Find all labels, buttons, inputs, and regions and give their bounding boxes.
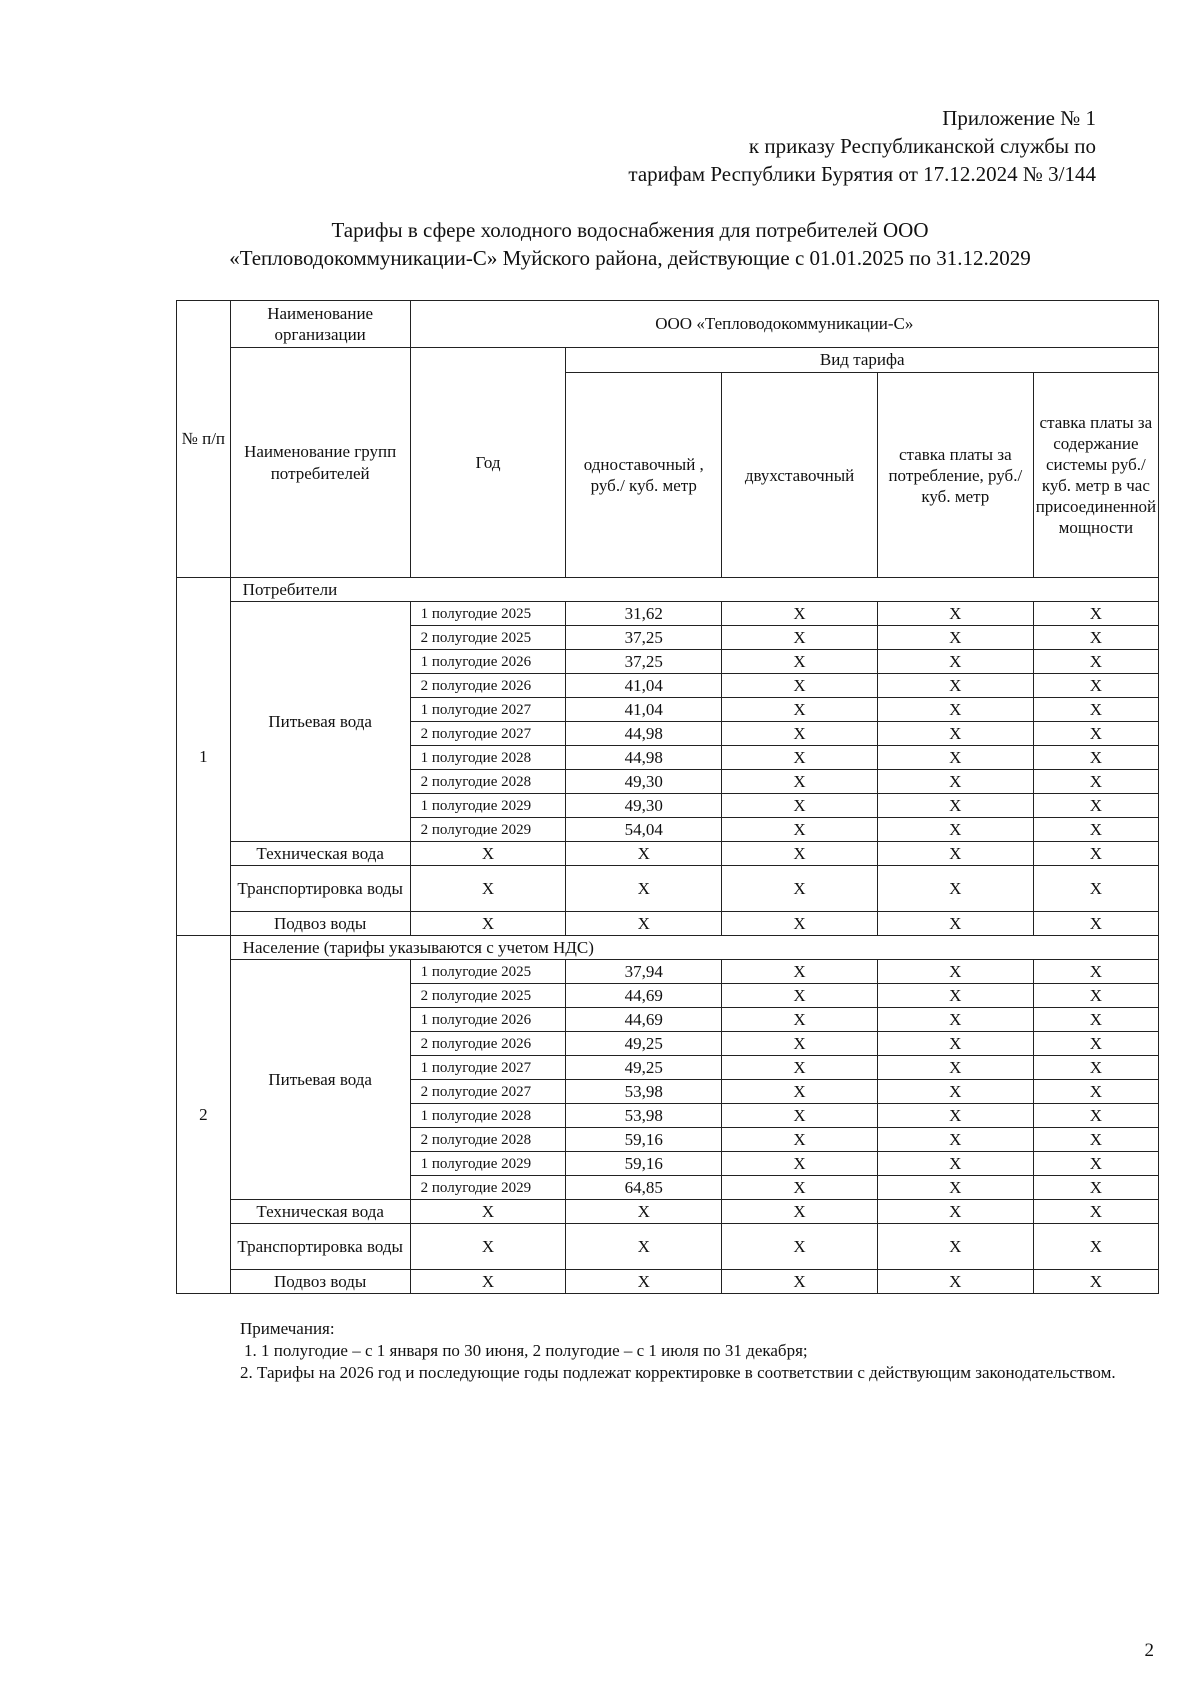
consumption-rate-cell: X [877,794,1033,818]
period-cell: 2 полугодие 2027 [410,1080,566,1104]
consumption-rate-cell: X [877,1104,1033,1128]
capacity-rate-cell: X [1033,794,1158,818]
period-cell: 2 полугодие 2025 [410,626,566,650]
consumption-rate-cell: X [877,770,1033,794]
capacity-rate-cell: X [1033,650,1158,674]
two-cell: X [722,866,878,912]
service-name: Подвоз воды [230,912,410,936]
consumption-cell: X [877,866,1033,912]
capacity-cell: X [1033,1200,1158,1224]
consumption-cell: X [877,1200,1033,1224]
two-rate-cell: X [722,984,878,1008]
note-item: 2. Тарифы на 2026 год и последующие годы подлежат корректировке в соответствии с действующим законодательством. [240,1363,1116,1382]
year-cell: X [410,1200,566,1224]
consumption-rate-cell: X [877,1032,1033,1056]
two-rate-cell: X [722,674,878,698]
period-cell: 2 полугодие 2029 [410,818,566,842]
period-cell: 2 полугодие 2026 [410,674,566,698]
table-row [177,1270,1159,1294]
capacity-rate-cell: X [1033,722,1158,746]
single-cell: X [566,866,722,912]
single-cell: X [566,1224,722,1270]
single-rate-cell: 49,25 [566,1032,722,1056]
consumption-rate-cell: X [877,818,1033,842]
period-cell: 1 полугодие 2027 [410,1056,566,1080]
consumption-rate-cell: X [877,722,1033,746]
table-row [177,960,1159,984]
capacity-rate-cell: X [1033,1152,1158,1176]
single-rate-cell: 31,62 [566,602,722,626]
two-rate-cell: X [722,1008,878,1032]
notes-heading: Примечания: [240,1319,335,1338]
two-rate-cell: X [722,650,878,674]
consumption-rate-cell: X [877,698,1033,722]
period-cell: 1 полугодие 2026 [410,650,566,674]
two-rate-cell: X [722,1032,878,1056]
single-rate-cell: 64,85 [566,1176,722,1200]
two-rate-cell: X [722,722,878,746]
table-row [177,602,1159,626]
title-line-2: «Тепловодокоммуникации-С» Муйского района, действующие с 01.01.2025 по 31.12.2029 [229,246,1031,270]
capacity-rate-cell: X [1033,698,1158,722]
period-cell: 1 полугодие 2029 [410,794,566,818]
single-rate-cell: 37,94 [566,960,722,984]
consumption-rate-cell: X [877,1128,1033,1152]
year-header: Год [410,348,566,578]
two-rate-cell: X [722,746,878,770]
two-rate-cell: X [722,1176,878,1200]
consumer-group: Питьевая вода [230,602,410,842]
two-cell: X [722,842,878,866]
consumption-rate-cell: X [877,626,1033,650]
two-rate-cell: X [722,1056,878,1080]
consumption-rate-cell: X [877,1152,1033,1176]
section-number: 1 [177,578,231,936]
consumer-group: Питьевая вода [230,960,410,1200]
service-name: Техническая вода [230,1200,410,1224]
two-rate-cell: X [722,794,878,818]
single-cell: X [566,1200,722,1224]
single-rate-cell: 41,04 [566,698,722,722]
capacity-cell: X [1033,912,1158,936]
single-rate-cell: 44,98 [566,746,722,770]
capacity-cell: X [1033,1270,1158,1294]
period-cell: 1 полугодие 2025 [410,960,566,984]
table-row [177,1200,1159,1224]
capacity-rate-cell: X [1033,1128,1158,1152]
capacity-cell: X [1033,1224,1158,1270]
two-rate-cell: X [722,602,878,626]
two-rate-header: двухставочный [722,373,878,578]
title-line-1: Тарифы в сфере холодного водоснабжения для потребителей ООО [331,218,929,242]
capacity-rate-cell: X [1033,1176,1158,1200]
consumption-rate-cell: X [877,1080,1033,1104]
document-title [170,216,1090,272]
capacity-rate-cell: X [1033,818,1158,842]
capacity-cell: X [1033,842,1158,866]
consumption-cell: X [877,912,1033,936]
capacity-rate-cell: X [1033,960,1158,984]
single-rate-cell: 41,04 [566,674,722,698]
org-name-header: ООО «Тепловодокоммуникации-С» [410,301,1158,348]
capacity-rate-cell: X [1033,1032,1158,1056]
two-cell: X [722,1270,878,1294]
single-cell: X [566,1270,722,1294]
capacity-rate-cell: X [1033,602,1158,626]
section-header-row [177,578,1159,602]
single-rate-cell: 53,98 [566,1080,722,1104]
consumption-rate-cell: X [877,960,1033,984]
service-name: Подвоз воды [230,1270,410,1294]
note-item: 1. 1 полугодие – с 1 января по 30 июня, 2 полугодие – с 1 июля по 31 декабря; [244,1341,808,1360]
year-cell: X [410,842,566,866]
capacity-rate-cell: X [1033,746,1158,770]
single-rate-cell: 59,16 [566,1128,722,1152]
period-cell: 1 полугодие 2025 [410,602,566,626]
capacity-rate-cell: X [1033,984,1158,1008]
tariff-type-header: Вид тарифа [566,348,1159,373]
table-row [177,842,1159,866]
period-cell: 2 полугодие 2028 [410,770,566,794]
single-rate-cell: 53,98 [566,1104,722,1128]
capacity-rate-cell: X [1033,1104,1158,1128]
year-cell: X [410,866,566,912]
year-cell: X [410,912,566,936]
two-rate-cell: X [722,1104,878,1128]
two-rate-cell: X [722,1080,878,1104]
col-num-header: № п/п [177,301,231,578]
capacity-rate-header: ставка платы за содержание системы руб./куб. метр в час присоединенной мощности [1033,373,1158,578]
consumption-rate-header: ставка платы за потребление, руб./ куб. метр [877,373,1033,578]
single-rate-cell: 49,30 [566,794,722,818]
two-rate-cell: X [722,1152,878,1176]
service-name: Транспортировка воды [230,866,410,912]
appendix-line-1: Приложение № 1 [942,106,1096,130]
two-rate-cell: X [722,818,878,842]
two-rate-cell: X [722,1128,878,1152]
table-row [177,866,1159,912]
section-header-row [177,936,1159,960]
period-cell: 1 полугодие 2026 [410,1008,566,1032]
single-rate-cell: 54,04 [566,818,722,842]
single-rate-cell: 49,30 [566,770,722,794]
two-cell: X [722,912,878,936]
table-row [177,1224,1159,1270]
two-rate-cell: X [722,960,878,984]
group-label-header: Наименование групп потребителей [230,348,410,578]
period-cell: 1 полугодие 2027 [410,698,566,722]
single-rate-cell: 49,25 [566,1056,722,1080]
consumption-cell: X [877,1270,1033,1294]
consumption-rate-cell: X [877,1008,1033,1032]
notes [184,1318,1158,1384]
consumption-rate-cell: X [877,602,1033,626]
two-rate-cell: X [722,770,878,794]
single-rate-cell: 44,69 [566,984,722,1008]
capacity-rate-cell: X [1033,770,1158,794]
org-label-header: Наименование организации [230,301,410,348]
service-name: Техническая вода [230,842,410,866]
consumption-rate-cell: X [877,984,1033,1008]
year-cell: X [410,1224,566,1270]
two-rate-cell: X [722,698,878,722]
single-cell: X [566,842,722,866]
consumption-rate-cell: X [877,1176,1033,1200]
capacity-rate-cell: X [1033,1008,1158,1032]
section-title: Население (тарифы указываются с учетом НДС) [230,936,1158,960]
capacity-rate-cell: X [1033,674,1158,698]
consumption-cell: X [877,1224,1033,1270]
capacity-rate-cell: X [1033,1056,1158,1080]
section-number: 2 [177,936,231,1294]
consumption-rate-cell: X [877,746,1033,770]
capacity-cell: X [1033,866,1158,912]
period-cell: 2 полугодие 2025 [410,984,566,1008]
period-cell: 2 полугодие 2028 [410,1128,566,1152]
consumption-rate-cell: X [877,650,1033,674]
single-rate-cell: 37,25 [566,650,722,674]
two-cell: X [722,1224,878,1270]
period-cell: 2 полугодие 2027 [410,722,566,746]
period-cell: 1 полугодие 2028 [410,746,566,770]
period-cell: 1 полугодие 2028 [410,1104,566,1128]
consumption-cell: X [877,842,1033,866]
single-cell: X [566,912,722,936]
single-rate-cell: 37,25 [566,626,722,650]
capacity-rate-cell: X [1033,1080,1158,1104]
single-rate-header: одноставочный , руб./ куб. метр [566,373,722,578]
section-title: Потребители [230,578,1158,602]
two-cell: X [722,1200,878,1224]
table-row [177,912,1159,936]
single-rate-cell: 59,16 [566,1152,722,1176]
year-cell: X [410,1270,566,1294]
single-rate-cell: 44,98 [566,722,722,746]
appendix-line-3: тарифам Республики Бурятия от 17.12.2024 № 3/144 [628,162,1096,186]
consumption-rate-cell: X [877,674,1033,698]
period-cell: 2 полугодие 2029 [410,1176,566,1200]
period-cell: 2 полугодие 2026 [410,1032,566,1056]
appendix-line-2: к приказу Республиканской службы по [748,134,1096,158]
consumption-rate-cell: X [877,1056,1033,1080]
tariff-table [176,300,1159,1294]
appendix-header [628,104,1096,188]
two-rate-cell: X [722,626,878,650]
capacity-rate-cell: X [1033,626,1158,650]
service-name: Транспортировка воды [230,1224,410,1270]
period-cell: 1 полугодие 2029 [410,1152,566,1176]
single-rate-cell: 44,69 [566,1008,722,1032]
page-number: 2 [1144,1640,1154,1661]
